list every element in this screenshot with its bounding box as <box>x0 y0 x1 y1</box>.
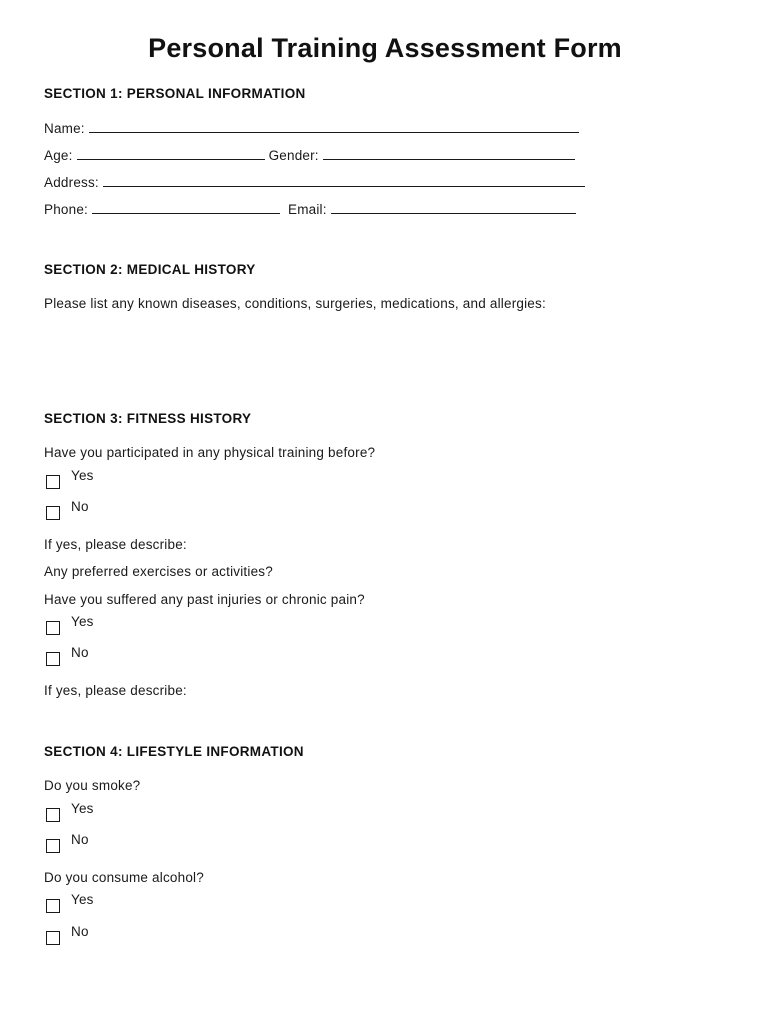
alcohol-no-checkbox[interactable] <box>46 931 60 945</box>
gender-field[interactable] <box>323 147 575 160</box>
section-1-heading: SECTION 1: PERSONAL INFORMATION <box>44 86 306 101</box>
smoke-yes-checkbox[interactable] <box>46 808 60 822</box>
training-no-label: No <box>71 499 89 514</box>
preferred-exercises-question: Any preferred exercises or activities? <box>44 564 273 579</box>
injuries-yes-label: Yes <box>71 614 94 629</box>
age-label: Age: <box>44 148 73 163</box>
injuries-no-label: No <box>71 645 89 660</box>
form-title: Personal Training Assessment Form <box>148 33 622 63</box>
training-yes-checkbox[interactable] <box>46 475 60 489</box>
alcohol-no-label: No <box>71 924 89 939</box>
smoke-no-checkbox[interactable] <box>46 839 60 853</box>
training-yes-label: Yes <box>71 468 94 483</box>
alcohol-question: Do you consume alcohol? <box>44 870 204 885</box>
injuries-question: Have you suffered any past injuries or chronic pain? <box>44 592 365 607</box>
phone-email-row <box>44 201 576 217</box>
smoke-no-label: No <box>71 832 89 847</box>
training-describe-label: If yes, please describe: <box>44 537 187 552</box>
phone-field[interactable] <box>92 201 280 214</box>
email-label: Email: <box>288 202 327 217</box>
name-field[interactable] <box>89 120 579 133</box>
medical-history-prompt: Please list any known diseases, conditions, surgeries, medications, and allergies: <box>44 296 546 311</box>
phone-label: Phone: <box>44 202 88 217</box>
section-3-heading: SECTION 3: FITNESS HISTORY <box>44 411 252 426</box>
injuries-describe-label: If yes, please describe: <box>44 683 187 698</box>
injuries-yes-checkbox[interactable] <box>46 621 60 635</box>
address-field[interactable] <box>103 174 585 187</box>
name-row <box>44 120 579 136</box>
age-gender-row <box>44 147 575 163</box>
training-question: Have you participated in any physical training before? <box>44 445 376 460</box>
name-label: Name: <box>44 121 85 136</box>
section-2-heading: SECTION 2: MEDICAL HISTORY <box>44 262 256 277</box>
age-field[interactable] <box>77 147 265 160</box>
training-no-checkbox[interactable] <box>46 506 60 520</box>
alcohol-yes-label: Yes <box>71 892 94 907</box>
address-label: Address: <box>44 175 99 190</box>
address-row <box>44 174 585 190</box>
section-4-heading: SECTION 4: LIFESTYLE INFORMATION <box>44 744 304 759</box>
alcohol-yes-checkbox[interactable] <box>46 899 60 913</box>
injuries-no-checkbox[interactable] <box>46 652 60 666</box>
gender-label: Gender: <box>268 148 319 163</box>
smoke-yes-label: Yes <box>71 801 94 816</box>
email-field[interactable] <box>331 201 576 214</box>
smoke-question: Do you smoke? <box>44 778 141 793</box>
